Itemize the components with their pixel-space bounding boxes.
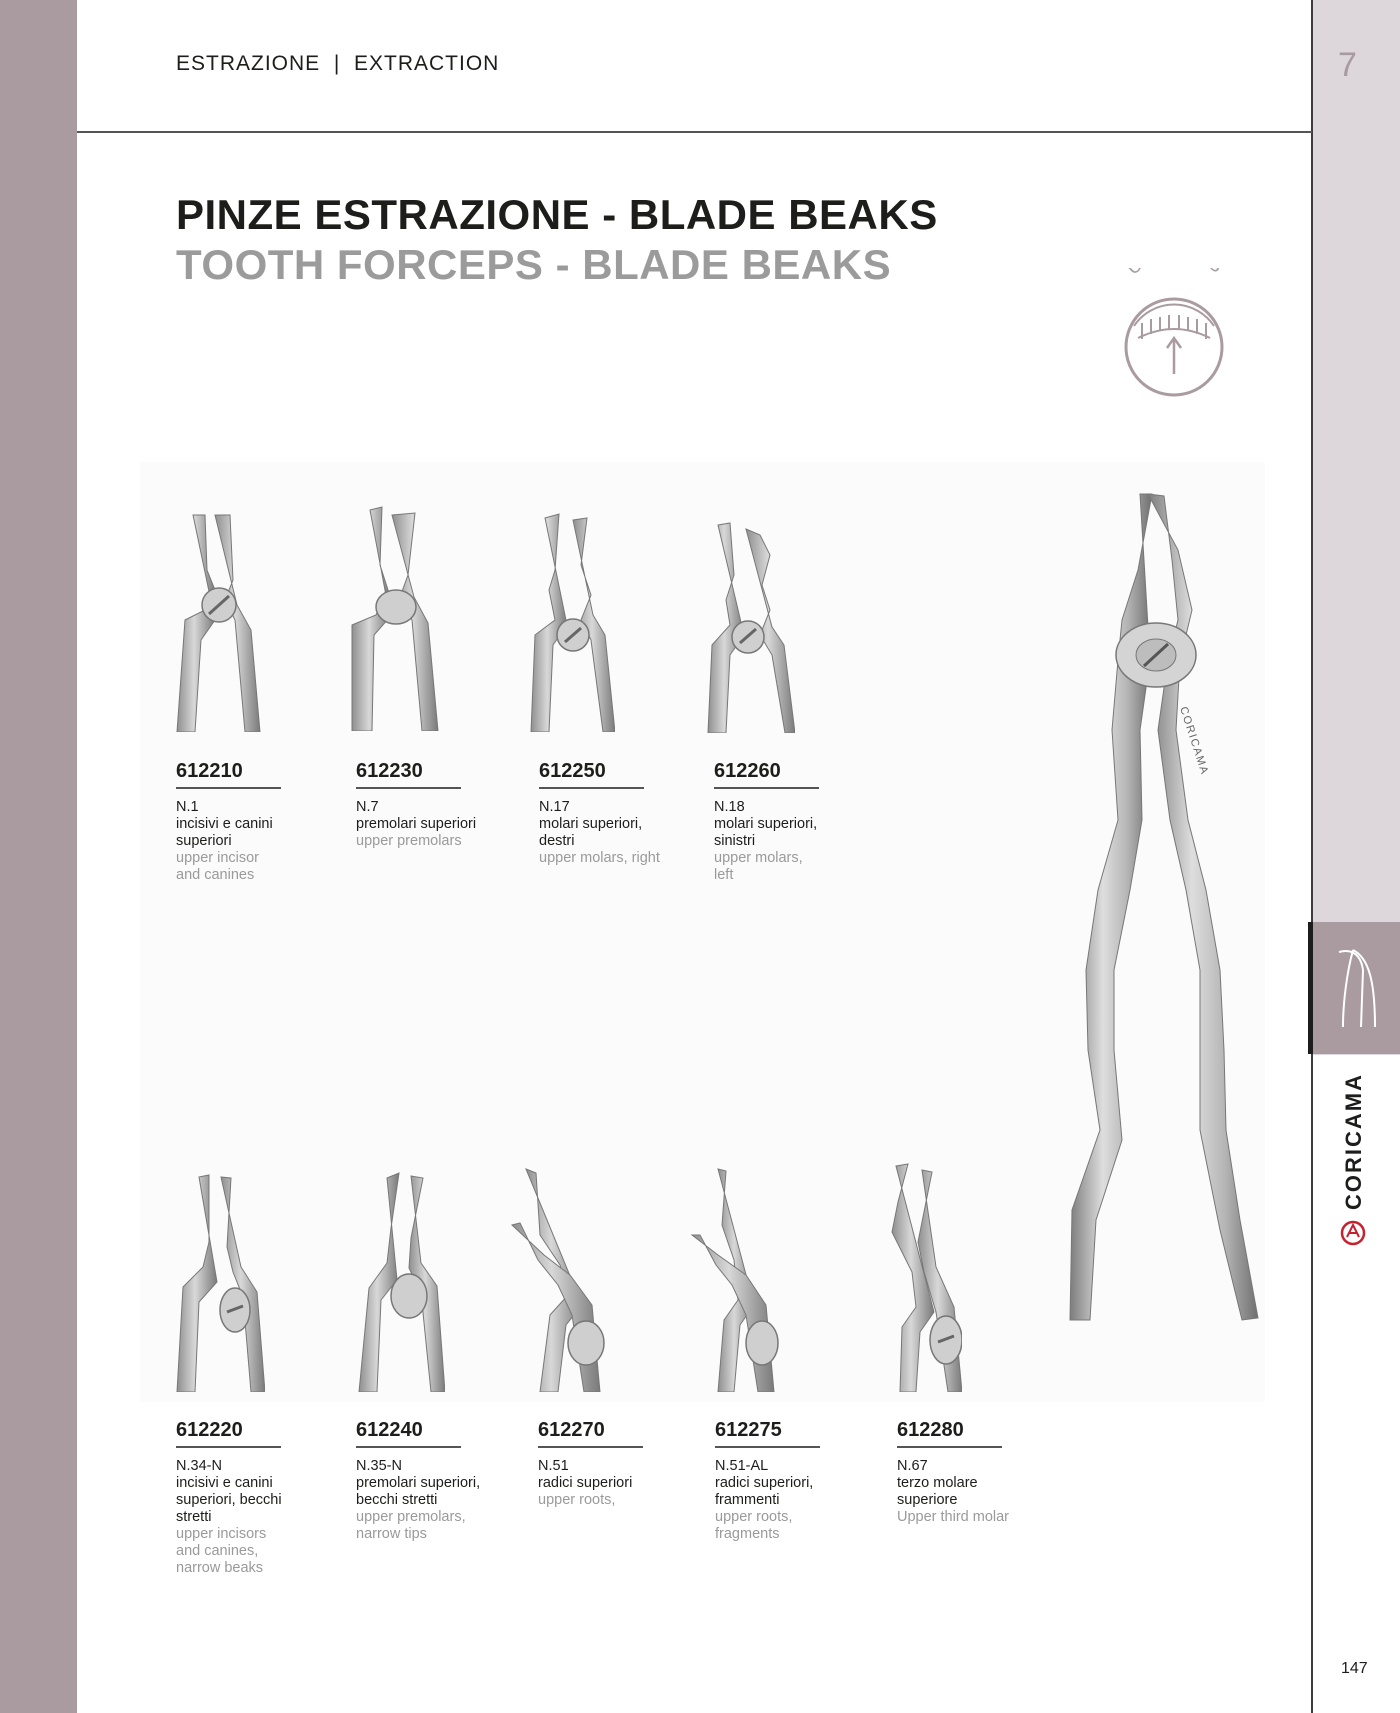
product-612230 xyxy=(356,760,528,850)
product-number: N.35-N xyxy=(356,1458,402,1474)
product-italian-desc: incisivi e canini superiori, becchi stretti xyxy=(176,1475,282,1525)
product-number: N.1 xyxy=(176,799,199,815)
uppers-label xyxy=(1123,268,1230,279)
product-number: N.17 xyxy=(539,799,570,815)
product-english-desc: upper incisor and canines xyxy=(176,850,260,883)
page-number: 147 xyxy=(1341,1660,1368,1677)
forceps-612250-image xyxy=(525,510,615,732)
product-italian-desc: radici superiori xyxy=(538,1475,633,1491)
brand-logo xyxy=(1333,1075,1373,1250)
product-italian-desc: molari superiori, destri xyxy=(539,816,643,849)
product-612270 xyxy=(538,1419,710,1509)
product-english-desc: upper premolars xyxy=(356,833,462,849)
product-english-desc: upper roots, fragments xyxy=(715,1509,793,1542)
product-italian-desc: terzo molare superiore xyxy=(897,1475,978,1508)
product-code: 612230 xyxy=(356,760,461,789)
product-english-desc: upper molars, right xyxy=(539,850,660,866)
product-code: 612210 xyxy=(176,760,281,789)
product-code: 612240 xyxy=(356,1419,461,1448)
product-italian-desc: incisivi e canini superiori xyxy=(176,816,273,849)
header-rule xyxy=(77,131,1312,133)
page-title-english: TOOTH FORCEPS - BLADE BEAKS xyxy=(176,241,892,288)
forceps-tab-icon xyxy=(1313,922,1400,1054)
product-code: 612275 xyxy=(715,1419,820,1448)
product-italian-desc: radici superiori, frammenti xyxy=(715,1475,814,1508)
forceps-engraving: CORICAMA xyxy=(1177,705,1211,777)
left-color-band xyxy=(0,0,77,1713)
product-612275 xyxy=(715,1419,887,1543)
section-side-tab[interactable] xyxy=(1308,922,1400,1054)
forceps-612240-image xyxy=(355,1168,445,1392)
product-612220 xyxy=(176,1419,348,1577)
forceps-612270-image xyxy=(510,1165,605,1392)
product-code: 612280 xyxy=(897,1419,1002,1448)
forceps-large-image xyxy=(1060,490,1260,1325)
product-number: N.51-AL xyxy=(715,1458,769,1474)
product-number: N.67 xyxy=(897,1458,928,1474)
product-number: N.18 xyxy=(714,799,745,815)
product-english-desc: upper premolars, narrow tips xyxy=(356,1509,466,1542)
product-612210 xyxy=(176,760,348,884)
page-title-italian: PINZE ESTRAZIONE - BLADE BEAKS xyxy=(176,191,938,238)
product-code: 612250 xyxy=(539,760,644,789)
product-english-desc: upper molars, left xyxy=(714,850,803,883)
product-code: 612260 xyxy=(714,760,819,789)
forceps-612210-image xyxy=(175,510,265,732)
upper-jaw-arrow-icon xyxy=(1112,268,1237,398)
product-english-desc: Upper third molar xyxy=(897,1509,1010,1525)
product-code: 612270 xyxy=(538,1419,643,1448)
product-english-desc: upper incisors and canines, narrow beaks xyxy=(176,1526,267,1576)
right-margin-rule xyxy=(1311,0,1313,1713)
forceps-612275-image xyxy=(688,1165,783,1392)
chapter-number: 7 xyxy=(1338,46,1357,84)
product-612260 xyxy=(714,760,886,884)
forceps-612280-image xyxy=(862,1162,962,1392)
product-612280 xyxy=(897,1419,1069,1526)
uppers-badge xyxy=(1112,268,1237,398)
product-code: 612220 xyxy=(176,1419,281,1448)
product-italian-desc: premolari superiori, becchi stretti xyxy=(356,1475,481,1508)
product-612240 xyxy=(356,1419,528,1543)
product-italian-desc: molari superiori, sinistri xyxy=(714,816,818,849)
brand-name: CORICAMA xyxy=(1341,1075,1366,1210)
product-number: N.51 xyxy=(538,1458,569,1474)
forceps-612220-image xyxy=(175,1172,265,1392)
product-number: N.34-N xyxy=(176,1458,222,1474)
product-number: N.7 xyxy=(356,799,379,815)
product-english-desc: upper roots, xyxy=(538,1492,616,1508)
forceps-612230-image xyxy=(350,505,440,731)
product-612250 xyxy=(539,760,711,867)
product-italian-desc: premolari superiori xyxy=(356,816,477,832)
running-head: ESTRAZIONE | EXTRACTION xyxy=(176,52,500,75)
forceps-612260-image xyxy=(700,515,795,733)
